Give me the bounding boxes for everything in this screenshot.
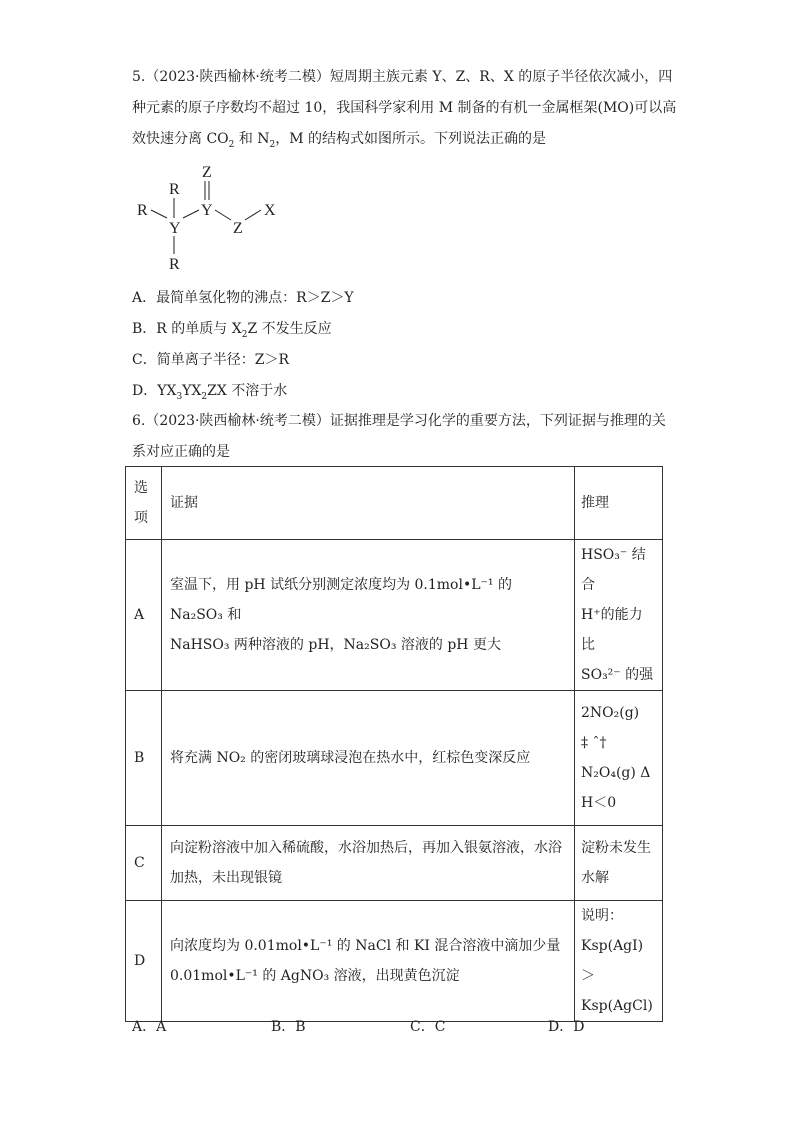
header-evidence: 证据 xyxy=(162,467,575,540)
answer-d: D．D xyxy=(548,1019,585,1035)
table-header-row xyxy=(126,467,663,540)
row-reasoning: 2NO₂(g) ‡ ˆ† N₂O₄(g) Δ H＜0 xyxy=(575,691,663,826)
answer-b: B．B xyxy=(271,1019,306,1035)
atom-z-right: Z xyxy=(233,220,243,237)
atom-r-left: R xyxy=(137,202,148,219)
q6-stem-line-2: 系对应正确的是 xyxy=(132,444,230,460)
q5-stem-line-1: 5.（2023·陕西榆林·统考二模）短周期主族元素 Y、Z、R、X 的原子半径依次减小，四 xyxy=(132,69,673,85)
q5-option-b: B．R 的单质与 $X_2Z$ 不发生反应 xyxy=(132,321,332,340)
evidence-table xyxy=(125,466,663,1022)
atom-x: X xyxy=(264,202,276,219)
q5-option-c: C．简单离子半径：Z＞R xyxy=(132,352,289,368)
q5-option-d: D．$YX_3YX_2ZX$ 不溶于水 xyxy=(132,383,288,402)
q6-stem-line-1: 6.（2023·陕西榆林·统考二模）证据推理是学习化学的重要方法，下列证据与推理的关 xyxy=(132,413,666,429)
header-reasoning: 推理 xyxy=(575,467,663,540)
atom-z-top: Z xyxy=(202,164,212,181)
row-label: D xyxy=(126,901,162,1022)
atom-r-top: R xyxy=(169,181,180,198)
row-evidence: 向淀粉溶液中加入稀硫酸，水浴加热后，再加入银氨溶液，水浴 加热，未出现银镜 xyxy=(162,826,575,901)
row-evidence: 室温下，用 pH 试纸分别测定浓度均为 0.1mol•L⁻¹ 的 Na₂SO₃ 和 NaHSO₃ 两种溶液的 pH，Na₂SO₃ 溶液的 pH 更大 xyxy=(162,540,575,691)
table-row xyxy=(126,540,663,691)
q5-option-a: A．最简单氢化物的沸点：R＞Z＞Y xyxy=(132,290,354,306)
header-option: 选项 xyxy=(126,467,162,540)
q5-stem-line-3: 效快速分离 $CO_2$ 和 $N_2$，M 的结构式如图所示。下列说法正确的是 xyxy=(132,131,547,150)
row-evidence: 向浓度均为 0.01mol•L⁻¹ 的 NaCl 和 KI 混合溶液中滴加少量 0.01mol•L⁻¹ 的 AgNO₃ 溶液，出现黄色沉淀 xyxy=(162,901,575,1022)
row-label: C xyxy=(126,826,162,901)
atom-y-right: Y xyxy=(201,202,213,219)
table-row xyxy=(126,826,663,901)
row-reasoning: HSO₃⁻ 结合 H⁺的能力比 SO₃²⁻ 的强 xyxy=(575,540,663,691)
row-label: B xyxy=(126,691,162,826)
atom-y-center: Y xyxy=(169,220,181,237)
q5-stem-line-2: 种元素的原子序数均不超过 10，我国科学家利用 M 制备的有机一金属框架(MO)可以高 xyxy=(132,100,677,116)
answer-a: A．A xyxy=(132,1019,167,1035)
row-reasoning: 说明： Ksp(AgI)＞ Ksp(AgCl) xyxy=(575,901,663,1022)
atom-r-bottom: R xyxy=(169,256,180,273)
answer-c: C．C xyxy=(410,1019,446,1035)
structural-formula-m xyxy=(125,160,295,275)
table-row xyxy=(126,901,663,1022)
table-row xyxy=(126,691,663,826)
row-reasoning: 淀粉未发生 水解 xyxy=(575,826,663,901)
row-evidence: 将充满 NO₂ 的密闭玻璃球浸泡在热水中，红棕色变深反应 xyxy=(162,691,575,826)
row-label: A xyxy=(126,540,162,691)
